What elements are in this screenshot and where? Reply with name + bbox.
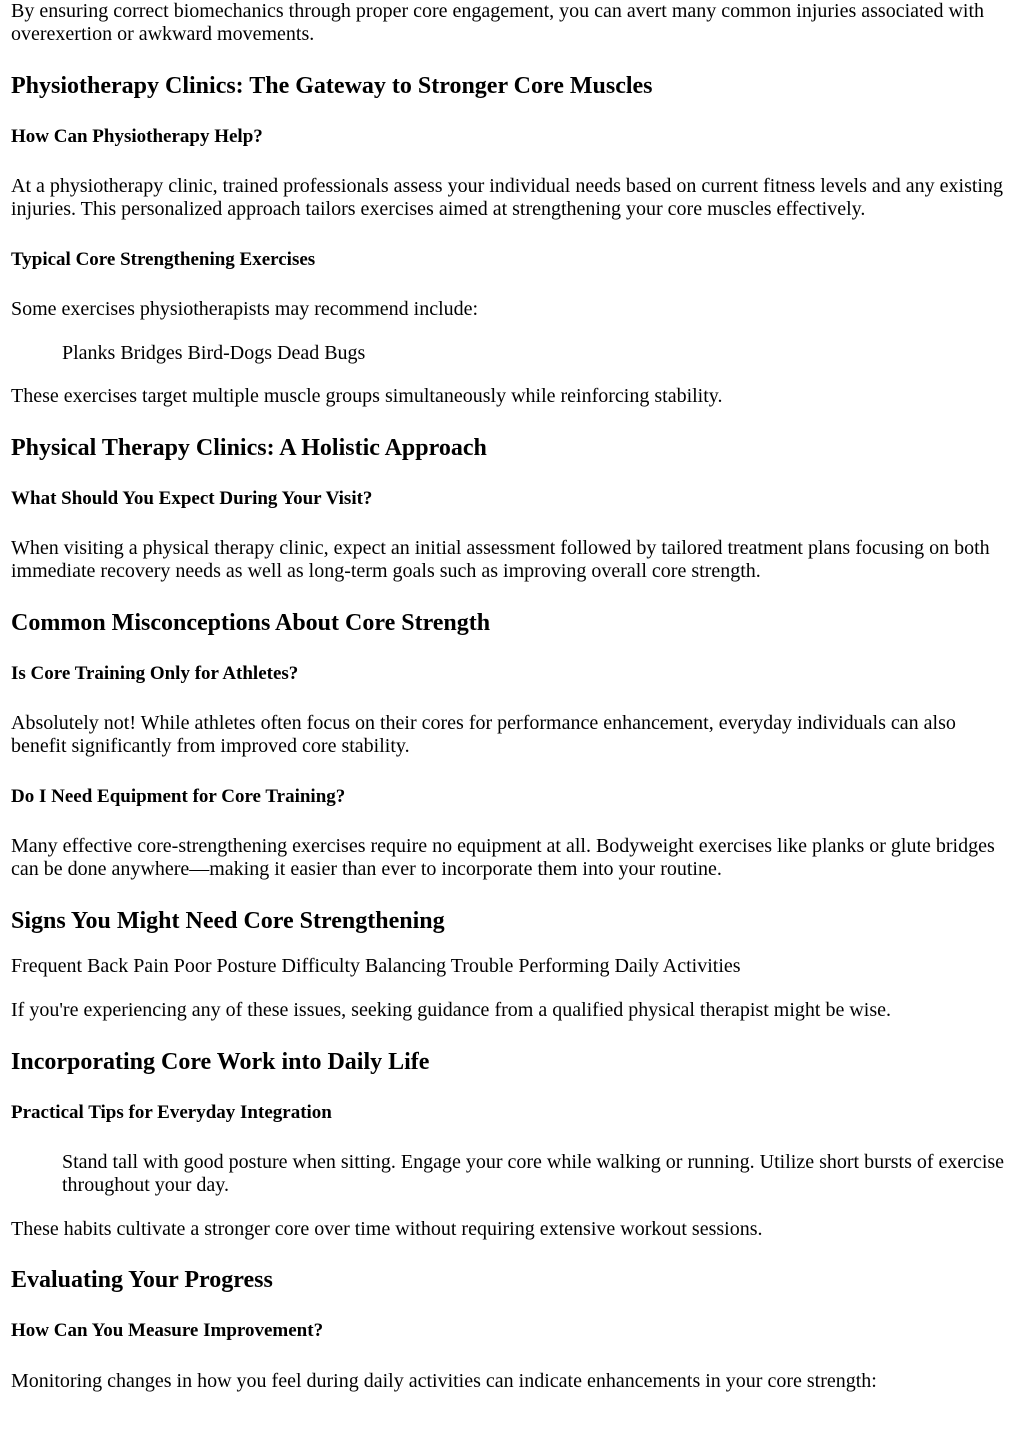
heading-signs-you-might-need: Signs You Might Need Core Strengthening xyxy=(11,908,445,934)
subheading-need-equipment: Do I Need Equipment for Core Training? xyxy=(11,786,346,807)
paragraph-visit: When visiting a physical therapy clinic, expect an initial assessment followed by tailored treatment plans focusing on both immediate recovery needs as well as long-term goals such as improving overall core strength. xyxy=(11,537,990,582)
subheading-practical-tips: Practical Tips for Everyday Integration xyxy=(11,1102,332,1123)
paragraph-signs: If you're experiencing any of these issues, seeking guidance from a qualified physical therapist might be wise. xyxy=(11,999,891,1021)
paragraph-athletes: Absolutely not! While athletes often focus on their cores for performance enhancement, everyday individuals can also benefit significantly from improved core stability. xyxy=(11,712,956,757)
paragraph-exercises-outro: These exercises target multiple muscle groups simultaneously while reinforcing stability. xyxy=(11,385,723,407)
paragraph-equipment: Many effective core-strengthening exercises require no equipment at all. Bodyweight exercises like planks or glute bridges can be done anywhere—making it easier than ever to incorporate them into your routine. xyxy=(11,835,995,880)
signs-list: Frequent Back Pain Poor Posture Difficulty Balancing Trouble Performing Daily Activities xyxy=(11,955,741,977)
subheading-what-to-expect: What Should You Expect During Your Visit? xyxy=(11,488,373,509)
heading-common-misconceptions: Common Misconceptions About Core Strength xyxy=(11,610,491,636)
paragraph-physiotherapy-help: At a physiotherapy clinic, trained professionals assess your individual needs based on current fitness levels and any existing injuries. This personalized approach tailors exercises aimed at strengthening your core muscles effectively. xyxy=(11,175,1003,220)
tips-list: Stand tall with good posture when sitting. Engage your core while walking or running. Utilize short bursts of exercise throughout your day. xyxy=(62,1151,1005,1196)
paragraph-habits: These habits cultivate a stronger core over time without requiring extensive workout sessions. xyxy=(11,1218,763,1240)
heading-incorporating-core-work: Incorporating Core Work into Daily Life xyxy=(11,1049,430,1075)
exercise-list: Planks Bridges Bird-Dogs Dead Bugs xyxy=(62,342,366,364)
heading-physical-therapy-clinics: Physical Therapy Clinics: A Holistic Approach xyxy=(11,435,487,461)
subheading-typical-exercises: Typical Core Strengthening Exercises xyxy=(11,249,316,270)
paragraph-measure: Monitoring changes in how you feel during daily activities can indicate enhancements in your core strength: xyxy=(11,1370,877,1392)
subheading-measure-improvement: How Can You Measure Improvement? xyxy=(11,1320,324,1341)
subheading-how-can-physiotherapy-help: How Can Physiotherapy Help? xyxy=(11,126,263,147)
subheading-only-for-athletes: Is Core Training Only for Athletes? xyxy=(11,663,299,684)
paragraph-exercises-intro: Some exercises physiotherapists may recommend include: xyxy=(11,298,479,320)
heading-evaluating-progress: Evaluating Your Progress xyxy=(11,1267,273,1293)
intro-paragraph: By ensuring correct biomechanics through proper core engagement, you can avert many common injuries associated with overexertion or awkward movements. xyxy=(11,0,985,45)
heading-physiotherapy-clinics: Physiotherapy Clinics: The Gateway to Stronger Core Muscles xyxy=(11,73,653,99)
